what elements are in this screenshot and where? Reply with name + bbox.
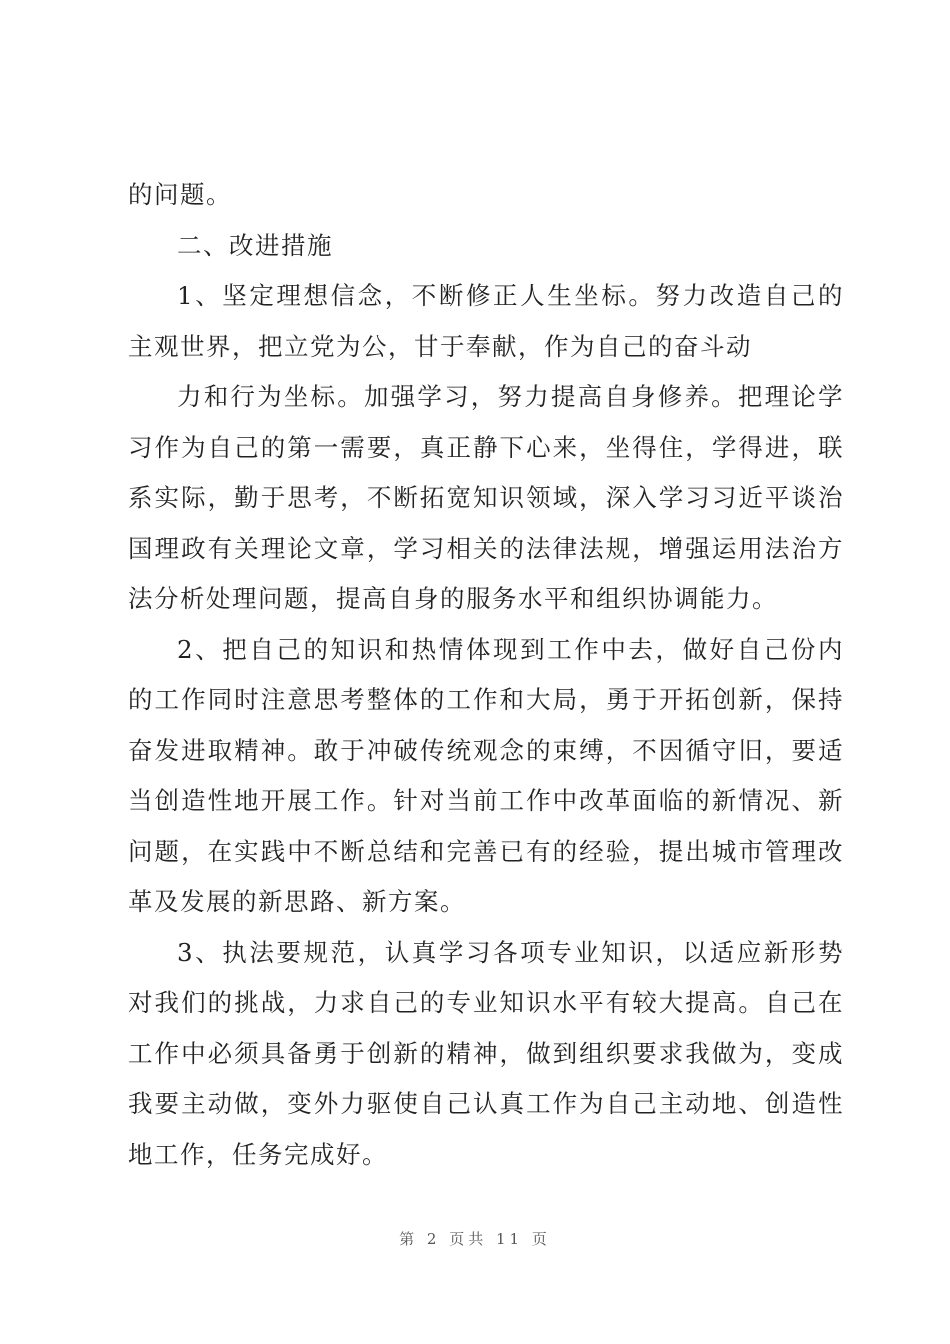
paragraph-item-1: 1、坚定理想信念，不断修正人生坐标。努力改造自己的主观世界，把立党为公，甘于奉献，作为自己的奋斗动 bbox=[128, 281, 844, 361]
section-heading: 二、改进措施 bbox=[177, 230, 333, 260]
paragraph-item-1-continued: 力和行为坐标。加强学习，努力提高自身修养。把理论学习作为自己的第一需要，真正静下心来，坐得住，学得进，联系实际，勤于思考，不断拓宽知识领域，深入学习习近平谈治国理政有关理论文章，学习相关的法律法规，增强运用法治方法分析处理问题，提高自身的服务水平和组织协调能力。 bbox=[128, 382, 844, 613]
paragraph-item-3: 3、执法要规范，认真学习各项专业知识，以适应新形势对我们的挑战，力求自己的专业知识水平有较大提高。自己在工作中必须具备勇于创新的精神，做到组织要求我做为，变成我要主动做，变外力驱使自己认真工作为自己主动地、创造性地工作，任务完成好。 bbox=[128, 937, 844, 1169]
paragraph-item-2: 2、把自己的知识和热情体现到工作中去，做好自己份内的工作同时注意思考整体的工作和大局，勇于开拓创新，保持奋发进取精神。敢于冲破传统观念的束缚，不因循守旧，要适当创造性地开展工作。针对当前工作中改革面临的新情况、新问题，在实践中不断总结和完善已有的经验，提出城市管理改革及发展的新思路、新方案。 bbox=[128, 634, 844, 916]
page-number-footer: 第 2 页共 11 页 bbox=[399, 1230, 551, 1248]
paragraph-continuation: 的问题。 bbox=[128, 180, 232, 209]
document-body bbox=[128, 170, 844, 1180]
